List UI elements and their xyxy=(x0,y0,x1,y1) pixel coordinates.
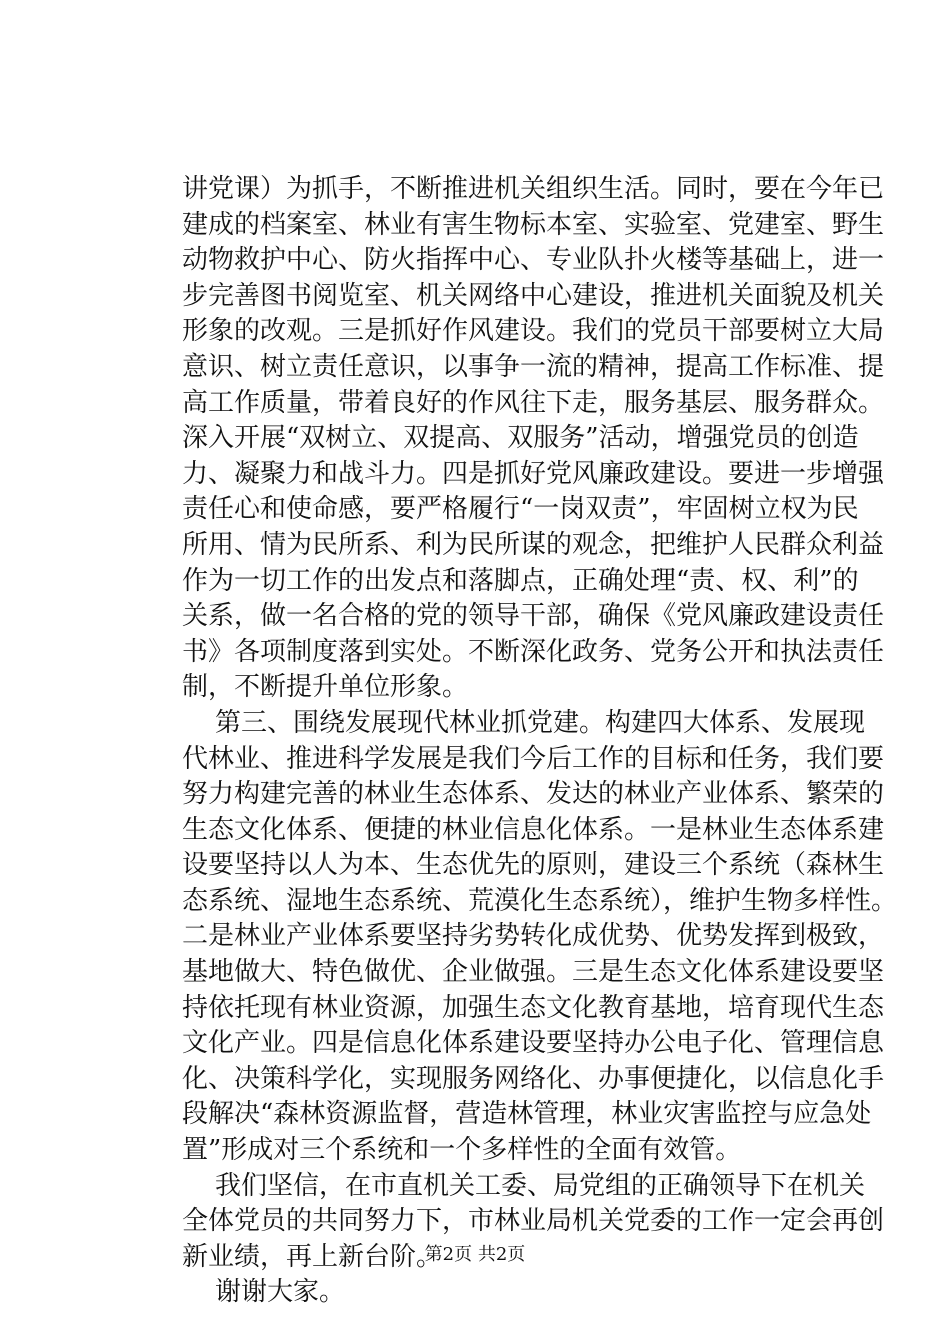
paragraph-modern-forestry: 第三、围绕发展现代林业抓党建。构建四大体系、发展现 代林业、推进科学发展是我们今后工作的目标和任务，我们要 努力构建完善的林业生态体系、发达的林业产业体系、繁荣的 生态文化体系、便捷的林业信息化体系。一是林业生态体系建 设要坚持以人为本、生态优先的原则，建设三个系统（森林生 态系统、湿地生态系统、荒漠化生态系统），维护生物多样性。 二是林业产业体系要坚持劣势转化成优势、优势发挥到极致， 基地做大、特色做优、企业做强。三是生态文化体系建设要坚 持依托现有林业资源，加强生态文化教育基地，培育现代生态 文化产业。四是信息化体系建设要坚持办公电子化、管理信息 化、决策科学化，实现服务网络化、办事便捷化，以信息化手 段解决“森林资源监督，营造林管理，林业灾害监控与应急处 置”形成对三个系统和一个多样性的全面有效管。 xyxy=(182,707,898,1166)
paragraph-closing-confidence: 我们坚信，在市直机关工委、局党组的正确领导下在机关 全体党员的共同努力下，市林业局机关党委的工作一定会再创 新业绩，再上新台阶。 xyxy=(182,1170,885,1272)
paragraph-thanks: 谢谢大家。 xyxy=(182,1277,346,1308)
page-footer: 第2页 共2页 xyxy=(424,1244,526,1265)
paragraph-party-building-tasks: 讲党课）为抓手，不断推进机关组织生活。同时，要在今年已 建成的档案室、林业有害生物标本室、实验室、党建室、野生 动物救护中心、防火指挥中心、专业队扑火楼等基础上，进一 步完善图书阅览室、机关网络中心建设，推进机关面貌及机关 形象的改观。三是抓好作风建设。我们的党员干部要树立大局 意识、树立责任意识，以事争一流的精神，提高工作标准、提 高工作质量，带着良好的作风往下走，服务基层、服务群众。 深入开展“双树立、双提高、双服务”活动，增强党员的创造 力、凝聚力和战斗力。四是抓好党风廉政建设。要进一步增强 责任心和使命感，要严格履行“一岗双责”，牢固树立权为民 所用、情为民所系、利为民所谋的观念，把维护人民群众利益 作为一切工作的出发点和落脚点，正确处理“责、权、利”的 关系，做一名合格的党的领导干部，确保《党风廉政建设责任 书》各项制度落到实处。不断深化政务、党务公开和执法责任 制，不断提升单位形象。 xyxy=(182,174,885,703)
document-body xyxy=(182,172,898,1311)
